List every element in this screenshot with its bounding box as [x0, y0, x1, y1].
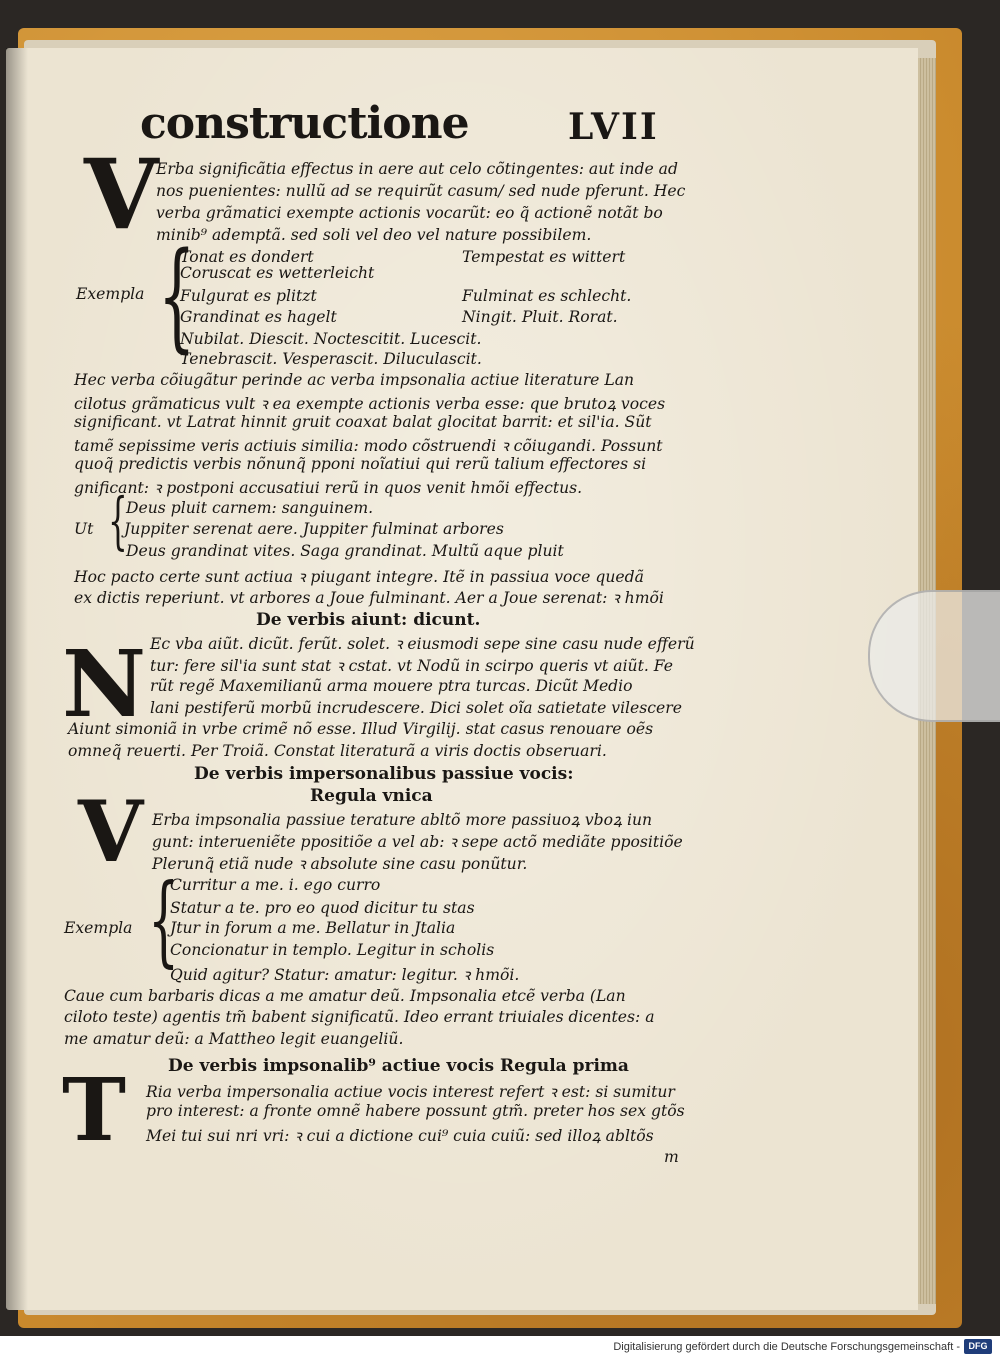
text-line: ex dictis reperiunt. vt arbores a Joue fulminant. Aer a Joue serenat: ꝛ hmõi [74, 589, 664, 607]
text-line: gunt: interueniẽte ppositiõe a vel ab: ꝛ sepe actõ mediãte ppositiõe [152, 833, 683, 851]
example-word: Tonat es dondert [180, 248, 314, 266]
text-line: gnificant: ꝛ postponi accusatiui rerũ in quos venit hmõi effectus. [74, 479, 583, 497]
example-word: Statur a te. pro eo quod dicitur tu stas [170, 899, 475, 917]
example-word: Fulgurat es plitzt [180, 287, 317, 305]
example-word: Concionatur in templo. Legitur in scholis [170, 941, 495, 959]
text-line: Caue cum barbaris dicas a me amatur deũ. Impsonalia etcẽ verba (Lan [64, 987, 626, 1005]
text-line: significant. vt Latrat hinnit gruit coaxat balat glocitat barrit: et sil'ia. Sũt [74, 413, 652, 431]
example-word: Ningit. Pluit. Rorat. [462, 308, 618, 326]
text-line: verba grãmatici exempte actionis vocarũt: eo q̃ actionẽ notãt bo [156, 204, 663, 222]
example-word: Grandinat es hagelt [180, 308, 337, 326]
text-line: ciloto teste) agentis tm̃ babent significatũ. Ideo errant triuiales dicentes: a [64, 1008, 655, 1026]
text-line: nos puenientes: nullũ ad se requirũt casum/ sed nude pferunt. Hec [156, 182, 686, 200]
example-word: Quid agitur? Statur: amatur: legitur. ꝛ hmõi. [170, 966, 520, 984]
text-line: Hoc pacto certe sunt actiua ꝛ piugant integre. Itẽ in passiua voce quedã [74, 568, 644, 586]
example-word: Curritur a me. i. ego curro [170, 876, 381, 894]
text-line: cilotus grãmaticus vult ꝛ ea exempte actionis verba esse: que brutoꝝ voces [74, 395, 666, 413]
brace: { [158, 226, 196, 364]
text-line: quoq̃ predictis verbis nõnunq̃ pponi noĩatiui qui rerũ talium effectores si [74, 455, 647, 473]
text-line: Ec vba aiũt. dicũt. ferũt. solet. ꝛ eiusmodi sepe sine casu nude efferũ [150, 635, 695, 653]
example-word: Deus grandinat vites. Saga grandinat. Multũ aque pluit [126, 542, 564, 560]
example-word: Jtur in forum a me. Bellatur in Jtalia [170, 919, 456, 937]
section-subheading: Regula vnica [310, 786, 433, 806]
text-line: Hec verba cõiugãtur perinde ac verba impsonalia actiue literature Lan [74, 371, 635, 389]
dropcap-initial: N [62, 630, 147, 738]
example-word: Juppiter serenat aere. Juppiter fulminat arbores [124, 520, 504, 538]
text-line: Erba significãtia effectus in aere aut celo cõtingentes: aut inde ad [156, 160, 678, 178]
example-word: Tenebrascit. Vesperascit. Diluculascit. [180, 350, 482, 368]
folio-number: LVII [568, 106, 659, 148]
example-word: Fulminat es schlecht. [462, 287, 632, 305]
margin-label: Exempla [76, 285, 145, 303]
text-line: lani pestiferũ morbũ incrudescere. Dici solet oĩa satietate vilescere [150, 699, 682, 717]
text-line: Erba impsonalia passiue terature abltõ more passiuoꝝ vboꝝ iun [152, 811, 653, 829]
dropcap-initial: T [62, 1060, 126, 1161]
text-line: tur: fere sil'ia sunt stat ꝛ cstat. vt Nodũ in scirpo queris vt aiũt. Fe [150, 657, 673, 675]
dropcap-initial: V [78, 782, 144, 881]
text-line: Mei tui sui nri vri: ꝛ cui a dictione cui⁹ cuia cuiũ: sed illoꝝ abltõs [146, 1127, 654, 1145]
text-line: pro interest: a fronte omnẽ habere possunt gtm̃. preter hos sex gtõs [146, 1102, 685, 1120]
text-line: minib⁹ ademptã. sed soli vel deo vel nature possibilem. [156, 226, 592, 244]
text-line: Ria verba impersonalia actiue vocis interest refert ꝛ est: si sumitur [146, 1083, 675, 1101]
text-line: omneq̃ reuerti. Per Troiã. Constat literaturã a viris doctis obseruari. [68, 742, 607, 760]
catchword: m [664, 1148, 679, 1166]
example-word: Coruscat es wetterleicht [180, 264, 375, 282]
section-heading: De verbis aiunt: dicunt. [256, 610, 481, 630]
text-line: Aiunt simoniã in vrbe crimẽ nõ esse. Illud Virgilij. stat casus renouare oẽs [68, 720, 654, 738]
text-line: Plerunq̃ etiã nude ꝛ absolute sine casu ponũtur. [152, 855, 528, 873]
example-word: Deus pluit carnem: sanguinem. [126, 499, 374, 517]
brace: { [148, 864, 180, 978]
example-word: Tempestat es wittert [462, 248, 626, 266]
section-heading: De verbis impsonalib⁹ actiue vocis Regula prima [168, 1056, 629, 1076]
example-word: Nubilat. Diescit. Noctescitit. Lucescit. [180, 330, 482, 348]
dfg-logo: DFG [964, 1339, 992, 1354]
dropcap-initial: V [84, 138, 159, 251]
text-line: me amatur deũ: a Mattheo legit euangeliũ. [64, 1030, 404, 1048]
running-header: constructione [140, 98, 469, 149]
margin-label: Exempla [64, 919, 133, 937]
text-line: tamẽ sepissime veris actiuis similia: modo cõstruendi ꝛ cõiugandi. Possunt [74, 437, 663, 455]
funding-notice: Digitalisierung gefördert durch die Deutsche Forschungsgemeinschaft - [613, 1341, 960, 1353]
text-line: rũt regẽ Maxemilianũ arma mouere ptra turcas. Dicũt Medio [150, 677, 633, 695]
brace: { [108, 484, 128, 557]
section-heading: De verbis impersonalibus passiue vocis: [194, 764, 574, 784]
margin-label: Ut [74, 520, 94, 538]
